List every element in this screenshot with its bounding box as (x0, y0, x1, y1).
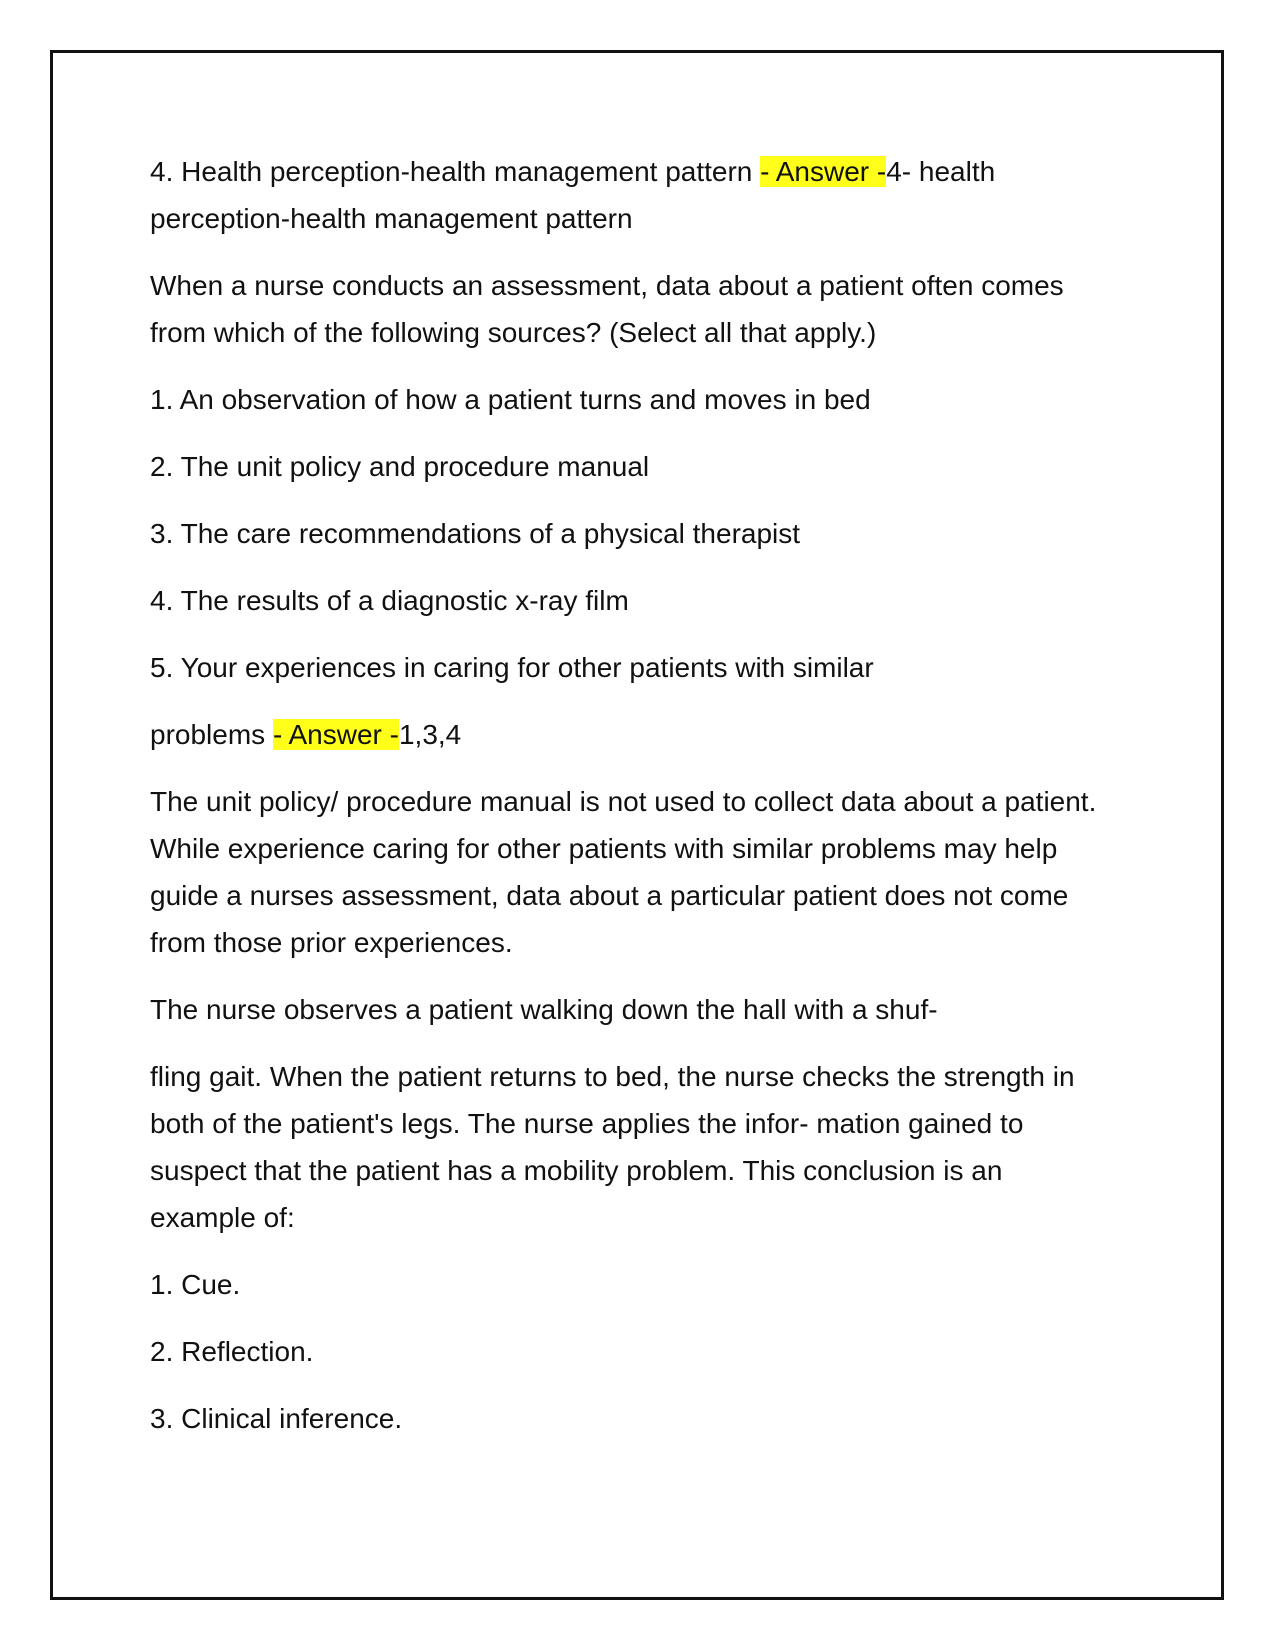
q1-answer-text: 4- health perception-health management pattern (150, 156, 996, 234)
q3-question-line1: The nurse observes a patient walking down the hall with a shuf- (150, 994, 938, 1025)
q3-option-2: 2. Reflection. (150, 1336, 314, 1367)
q2-option-1: 1. An observation of how a patient turns and moves in bed (150, 384, 871, 415)
q2-last-line-prefix: problems (150, 719, 273, 750)
document-body (150, 148, 1110, 1462)
q3-option-1: 1. Cue. (150, 1269, 241, 1300)
q2-question: When a nurse conducts an assessment, data about a patient often comes from which of the following sources? (Select all that apply.) (150, 270, 1064, 348)
answer-highlight: - Answer - (272, 719, 399, 750)
q1-prefix: 4. Health perception-health management pattern (150, 156, 761, 187)
q2-answer-value: 1,3,4 (398, 719, 462, 750)
q2-answer-line (150, 711, 1110, 758)
q3-question-rest: fling gait. When the patient returns to bed, the nurse checks the strength in both of the patient's legs. The nurse applies the infor- mation gained to suspect that the patient has a mobility problem. This conclusion is an example of: (150, 1061, 1075, 1233)
q2-option-5: 5. Your experiences in caring for other patients with similar (150, 652, 874, 683)
q1-paragraph (150, 148, 1110, 242)
q2-rationale: The unit policy/ procedure manual is not used to collect data about a patient. While experience caring for other patients with similar problems may help guide a nurses assessment, data about a particular patient does not come from those prior experiences. (150, 786, 1097, 958)
q2-option-2: 2. The unit policy and procedure manual (150, 451, 650, 482)
q2-option-3: 3. The care recommendations of a physical therapist (150, 518, 801, 549)
q3-option-3: 3. Clinical inference. (150, 1403, 403, 1434)
q2-option-4: 4. The results of a diagnostic x-ray film (150, 585, 629, 616)
answer-highlight: - Answer - (760, 156, 887, 187)
